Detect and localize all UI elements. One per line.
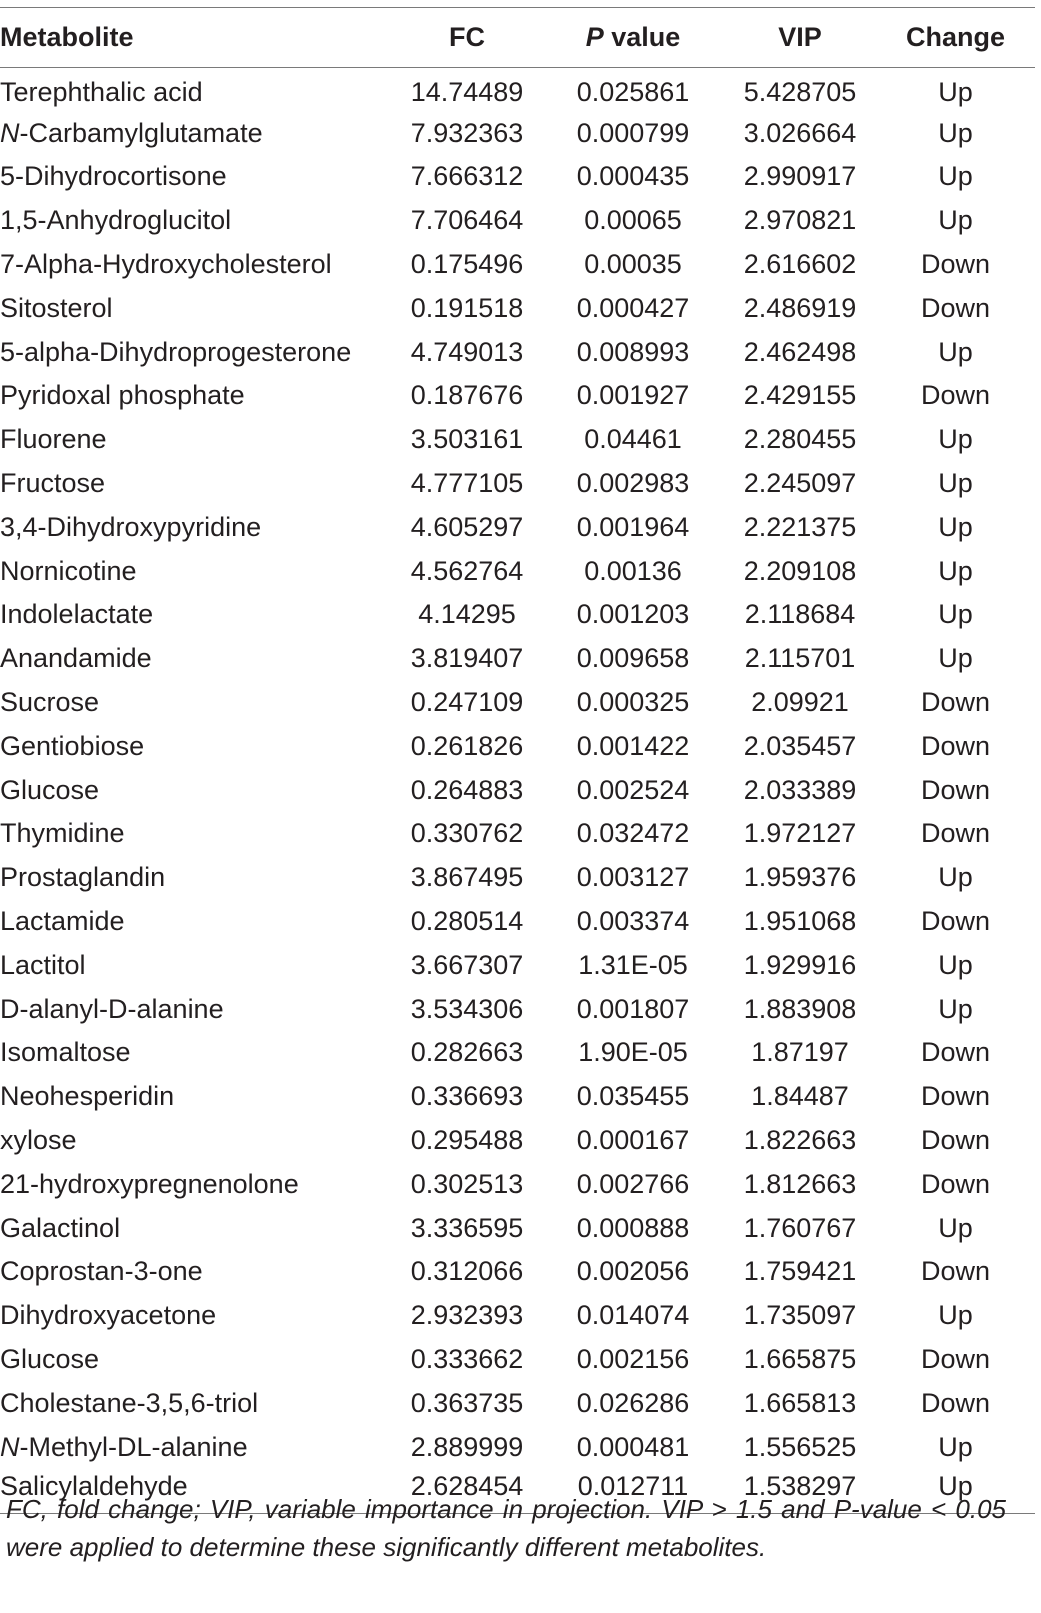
cell-change: Up	[938, 862, 973, 893]
cell-p-value: 0.035455	[576, 1081, 690, 1112]
cell-fc: 4.605297	[410, 511, 524, 542]
cell-p-value: 0.000799	[576, 117, 690, 148]
cell-metabolite	[0, 943, 392, 987]
cell-change: Up	[938, 117, 973, 148]
cell-p-value: 0.000888	[576, 1212, 690, 1243]
table-row	[0, 374, 1035, 418]
cell-vip: 1.972127	[743, 818, 857, 849]
cell-metabolite	[0, 1294, 392, 1338]
cell-p-value: 0.002766	[576, 1168, 690, 1199]
cell-change: Down	[920, 1125, 991, 1156]
cell-change: Up	[938, 1300, 973, 1331]
cell-change: Down	[920, 1037, 991, 1068]
cell-change: Down	[920, 1168, 991, 1199]
cell-fc: 0.191518	[410, 292, 524, 323]
cell-vip: 1.951068	[743, 906, 857, 937]
cell-p-value: 0.000427	[576, 292, 690, 323]
table-row	[0, 330, 1035, 374]
cell-change: Up	[938, 1212, 973, 1243]
table-row	[0, 987, 1035, 1031]
table-row	[0, 155, 1035, 199]
cell-change: Down	[920, 1344, 991, 1374]
cell-metabolite	[0, 1075, 392, 1119]
metabolite-name: 7-Alpha-Hydroxycholesterol	[0, 249, 332, 280]
table-row	[0, 768, 1035, 812]
cell-fc: 7.706464	[410, 205, 524, 236]
table-row	[0, 462, 1035, 506]
table-row	[0, 1075, 1035, 1119]
cell-fc: 3.534306	[410, 993, 524, 1024]
cell-fc: 3.867495	[410, 862, 524, 893]
cell-fc: 4.749013	[410, 336, 524, 367]
cell-metabolite	[0, 856, 392, 900]
cell-metabolite	[0, 68, 392, 112]
cell-change: Up	[938, 993, 973, 1024]
table-footnote: FC, fold change; VIP, variable importance in projection. VIP > 1.5 and P-value < 0.05 were applied to determine these significantly different metabolites.	[6, 1494, 1006, 1562]
table-row	[0, 900, 1035, 944]
table-row	[0, 199, 1035, 243]
cell-vip: 2.280455	[743, 424, 857, 455]
cell-change: Down	[920, 818, 991, 849]
cell-change: Down	[920, 1081, 991, 1112]
cell-fc: 4.14295	[418, 599, 516, 630]
metabolite-name: Prostaglandin	[0, 862, 166, 893]
cell-fc: 0.187676	[410, 380, 524, 411]
cell-p-value: 0.000435	[576, 161, 690, 192]
cell-vip: 1.812663	[743, 1168, 857, 1199]
cell-metabolite	[0, 768, 392, 812]
metabolite-name: Fructose	[0, 468, 106, 499]
cell-vip: 1.929916	[743, 949, 857, 980]
cell-fc: 7.932363	[410, 117, 524, 148]
table-row	[0, 418, 1035, 462]
metabolite-name: Coprostan-3-one	[0, 1256, 203, 1287]
cell-change: Up	[938, 511, 973, 542]
cell-p-value: 0.001807	[576, 993, 690, 1024]
cell-vip: 1.883908	[743, 993, 857, 1024]
metabolite-name: Neohesperidin	[0, 1081, 175, 1112]
metabolite-name: Glucose	[0, 1344, 100, 1374]
cell-vip: 1.538297	[743, 1471, 857, 1502]
table-row	[0, 856, 1035, 900]
metabolite-name: xylose	[0, 1125, 77, 1156]
cell-fc: 0.312066	[410, 1256, 524, 1287]
cell-fc: 0.295488	[410, 1125, 524, 1156]
cell-vip: 1.556525	[743, 1431, 857, 1462]
cell-metabolite	[0, 900, 392, 944]
cell-vip: 2.115701	[744, 643, 856, 674]
cell-metabolite	[0, 987, 392, 1031]
cell-vip: 2.970821	[743, 205, 857, 236]
cell-p-value: 0.026286	[576, 1387, 690, 1418]
table-row	[0, 1425, 1035, 1469]
cell-metabolite	[0, 1250, 392, 1294]
cell-fc: 0.175496	[410, 249, 524, 280]
table-header	[0, 8, 1035, 68]
table-row	[0, 1031, 1035, 1075]
cell-p-value: 0.012711	[577, 1471, 689, 1502]
table-row	[0, 943, 1035, 987]
table-row	[0, 724, 1035, 768]
cell-change: Up	[938, 468, 973, 499]
header-change: Change	[876, 8, 1035, 68]
cell-vip: 2.033389	[743, 774, 857, 805]
cell-p-value: 0.008993	[576, 336, 690, 367]
cell-vip: 2.035457	[743, 730, 857, 761]
cell-metabolite	[0, 505, 392, 549]
header-fc: FC	[392, 8, 542, 68]
cell-fc: 0.264883	[410, 774, 524, 805]
header-metabolite: Metabolite	[0, 8, 392, 68]
cell-metabolite	[0, 681, 392, 725]
cell-fc: 3.336595	[410, 1212, 524, 1243]
cell-p-value: 0.002056	[576, 1256, 690, 1287]
cell-p-value: 0.025861	[576, 77, 690, 108]
cell-fc: 0.247109	[410, 687, 524, 718]
metabolite-name: Fluorene	[0, 424, 107, 455]
cell-fc: 3.503161	[410, 424, 524, 455]
cell-change: Up	[938, 949, 973, 980]
cell-fc: 4.562764	[410, 555, 524, 586]
cell-metabolite	[0, 1119, 392, 1163]
cell-vip: 2.209108	[743, 555, 857, 586]
cell-p-value: 0.04461	[584, 424, 682, 455]
metabolite-name: Glucose	[0, 774, 100, 805]
metabolite-name: 3,4-Dihydroxypyridine	[0, 511, 262, 542]
cell-vip: 5.428705	[743, 77, 857, 108]
cell-vip: 2.990917	[743, 161, 857, 192]
metabolite-name: Sitosterol	[0, 292, 113, 323]
cell-p-value: 0.002156	[576, 1344, 690, 1374]
cell-p-value: 0.001422	[576, 730, 690, 761]
cell-p-value: 0.000481	[576, 1431, 690, 1462]
cell-p-value: 0.000167	[576, 1125, 690, 1156]
cell-metabolite	[0, 1206, 392, 1250]
cell-fc: 0.261826	[410, 730, 524, 761]
metabolite-name: Galactinol	[0, 1212, 121, 1243]
cell-p-value: 0.000325	[576, 687, 690, 718]
cell-vip: 2.118684	[744, 599, 856, 630]
table-row	[0, 681, 1035, 725]
cell-vip: 1.735097	[743, 1300, 857, 1331]
cell-metabolite	[0, 637, 392, 681]
table-row	[0, 637, 1035, 681]
table-row	[0, 1250, 1035, 1294]
cell-vip: 2.486919	[743, 292, 857, 323]
cell-fc: 0.336693	[410, 1081, 524, 1112]
cell-metabolite	[0, 111, 392, 155]
metabolite-name: -Methyl-DL-alanine	[19, 1431, 248, 1462]
table-row	[0, 812, 1035, 856]
cell-change: Up	[938, 599, 973, 630]
cell-change: Up	[938, 555, 973, 586]
cell-metabolite	[0, 593, 392, 637]
cell-p-value: 0.00136	[584, 555, 682, 586]
metabolite-name: Dihydroxyacetone	[0, 1300, 217, 1331]
cell-p-value: 0.00035	[584, 249, 682, 280]
metabolite-name: Salicylaldehyde	[0, 1471, 188, 1502]
cell-change: Down	[920, 730, 991, 761]
cell-metabolite	[0, 1031, 392, 1075]
cell-vip: 1.665813	[743, 1387, 857, 1418]
cell-metabolite	[0, 374, 392, 418]
metabolite-name: 21-hydroxypregnenolone	[0, 1168, 299, 1199]
cell-metabolite	[0, 549, 392, 593]
cell-vip: 2.429155	[743, 380, 857, 411]
cell-metabolite	[0, 243, 392, 287]
cell-change: Up	[938, 161, 973, 192]
header-p-value	[542, 8, 724, 68]
metabolite-name: 5-Dihydrocortisone	[0, 161, 227, 192]
cell-change: Up	[938, 336, 973, 367]
metabolite-name: Terephthalic acid	[0, 77, 203, 108]
header-row	[0, 8, 1035, 68]
metabolite-name: Lactitol	[0, 949, 86, 980]
cell-metabolite	[0, 462, 392, 506]
cell-change: Down	[920, 1387, 991, 1418]
cell-p-value: 0.009658	[576, 643, 690, 674]
cell-p-value: 0.001927	[576, 380, 690, 411]
cell-fc: 0.363735	[410, 1387, 524, 1418]
cell-p-value: 0.002524	[576, 774, 690, 805]
cell-change: Down	[920, 1256, 991, 1287]
cell-metabolite	[0, 199, 392, 243]
cell-vip: 1.760767	[743, 1212, 857, 1243]
cell-change: Down	[920, 380, 991, 411]
cell-vip: 2.221375	[743, 511, 857, 542]
metabolite-name: Indolelactate	[0, 599, 154, 630]
cell-vip: 2.245097	[743, 468, 857, 499]
cell-change: Down	[920, 292, 991, 323]
cell-metabolite	[0, 418, 392, 462]
metabolite-prefix: N	[0, 117, 20, 148]
cell-vip: 1.84487	[751, 1081, 849, 1112]
cell-p-value: 0.00065	[584, 205, 682, 236]
cell-metabolite	[0, 1338, 392, 1382]
metabolite-name: Isomaltose	[0, 1037, 131, 1068]
header-p-rest: value	[603, 22, 681, 52]
table-row	[0, 1338, 1035, 1382]
metabolite-name: Gentiobiose	[0, 730, 145, 761]
cell-fc: 3.819407	[410, 643, 524, 674]
metabolite-name: Anandamide	[0, 643, 152, 674]
table-row	[0, 593, 1035, 637]
metabolite-name: 1,5-Anhydroglucitol	[0, 205, 232, 236]
table-row	[0, 549, 1035, 593]
table-row	[0, 1162, 1035, 1206]
cell-p-value: 0.002983	[576, 468, 690, 499]
cell-fc: 4.777105	[410, 468, 524, 499]
metabolite-name: Thymidine	[0, 818, 125, 849]
cell-fc: 14.74489	[410, 77, 524, 108]
cell-vip: 1.665875	[743, 1344, 857, 1374]
cell-p-value: 0.001203	[576, 599, 690, 630]
cell-vip: 1.87197	[751, 1037, 849, 1068]
metabolite-name: Pyridoxal phosphate	[0, 380, 245, 411]
cell-metabolite	[0, 1425, 392, 1469]
cell-metabolite	[0, 1162, 392, 1206]
cell-change: Down	[920, 249, 991, 280]
table-row	[0, 1294, 1035, 1338]
metabolite-name: D-alanyl-D-alanine	[0, 993, 224, 1024]
cell-vip: 1.759421	[743, 1256, 857, 1287]
metabolite-name: -Carbamylglutamate	[19, 117, 263, 148]
cell-fc: 0.302513	[410, 1168, 524, 1199]
cell-p-value: 0.003127	[576, 862, 690, 893]
cell-metabolite	[0, 286, 392, 330]
cell-change: Down	[920, 906, 991, 937]
cell-vip: 1.959376	[743, 862, 857, 893]
cell-change: Up	[938, 1431, 973, 1462]
cell-vip: 2.462498	[743, 336, 857, 367]
cell-fc: 2.628454	[410, 1471, 524, 1502]
cell-vip: 3.026664	[743, 117, 857, 148]
table-row	[0, 1206, 1035, 1250]
table-row	[0, 1119, 1035, 1163]
header-p-italic: P	[585, 22, 604, 52]
table-row	[0, 505, 1035, 549]
cell-change: Up	[938, 1471, 973, 1502]
cell-metabolite	[0, 155, 392, 199]
table-body	[0, 68, 1035, 1513]
cell-fc: 2.932393	[410, 1300, 524, 1331]
cell-p-value: 0.014074	[576, 1300, 690, 1331]
cell-change: Down	[920, 687, 991, 718]
metabolite-name: Sucrose	[0, 687, 100, 718]
table-row	[0, 68, 1035, 112]
cell-p-value: 0.001964	[576, 511, 690, 542]
header-vip: VIP	[724, 8, 876, 68]
cell-change: Up	[938, 643, 973, 674]
cell-fc: 2.889999	[410, 1431, 524, 1462]
cell-p-value: 0.032472	[576, 818, 690, 849]
cell-p-value: 1.90E-05	[578, 1037, 688, 1068]
table-row	[0, 286, 1035, 330]
table-row	[0, 243, 1035, 287]
cell-fc: 0.280514	[410, 906, 524, 937]
cell-fc: 0.333662	[410, 1344, 524, 1374]
cell-p-value: 0.003374	[576, 906, 690, 937]
cell-metabolite	[0, 1381, 392, 1425]
table-row	[0, 111, 1035, 155]
table-row	[0, 1381, 1035, 1425]
cell-vip: 2.09921	[751, 687, 849, 718]
metabolite-name: Cholestane-3,5,6-triol	[0, 1387, 259, 1418]
metabolite-name: 5-alpha-Dihydroprogesterone	[0, 336, 352, 367]
cell-change: Down	[920, 774, 991, 805]
cell-metabolite	[0, 724, 392, 768]
metabolite-table	[0, 7, 1035, 1513]
cell-metabolite	[0, 812, 392, 856]
cell-vip: 1.822663	[743, 1125, 857, 1156]
cell-vip: 2.616602	[743, 249, 857, 280]
cell-change: Up	[938, 77, 973, 108]
cell-fc: 3.667307	[410, 949, 524, 980]
cell-metabolite	[0, 330, 392, 374]
cell-fc: 0.282663	[410, 1037, 524, 1068]
metabolite-prefix: N	[0, 1431, 20, 1462]
cell-p-value: 1.31E-05	[578, 949, 688, 980]
cell-fc: 7.666312	[410, 161, 524, 192]
cell-change: Up	[938, 424, 973, 455]
metabolite-name: Nornicotine	[0, 555, 137, 586]
cell-fc: 0.330762	[410, 818, 524, 849]
cell-change: Up	[938, 205, 973, 236]
metabolite-name: Lactamide	[0, 906, 125, 937]
